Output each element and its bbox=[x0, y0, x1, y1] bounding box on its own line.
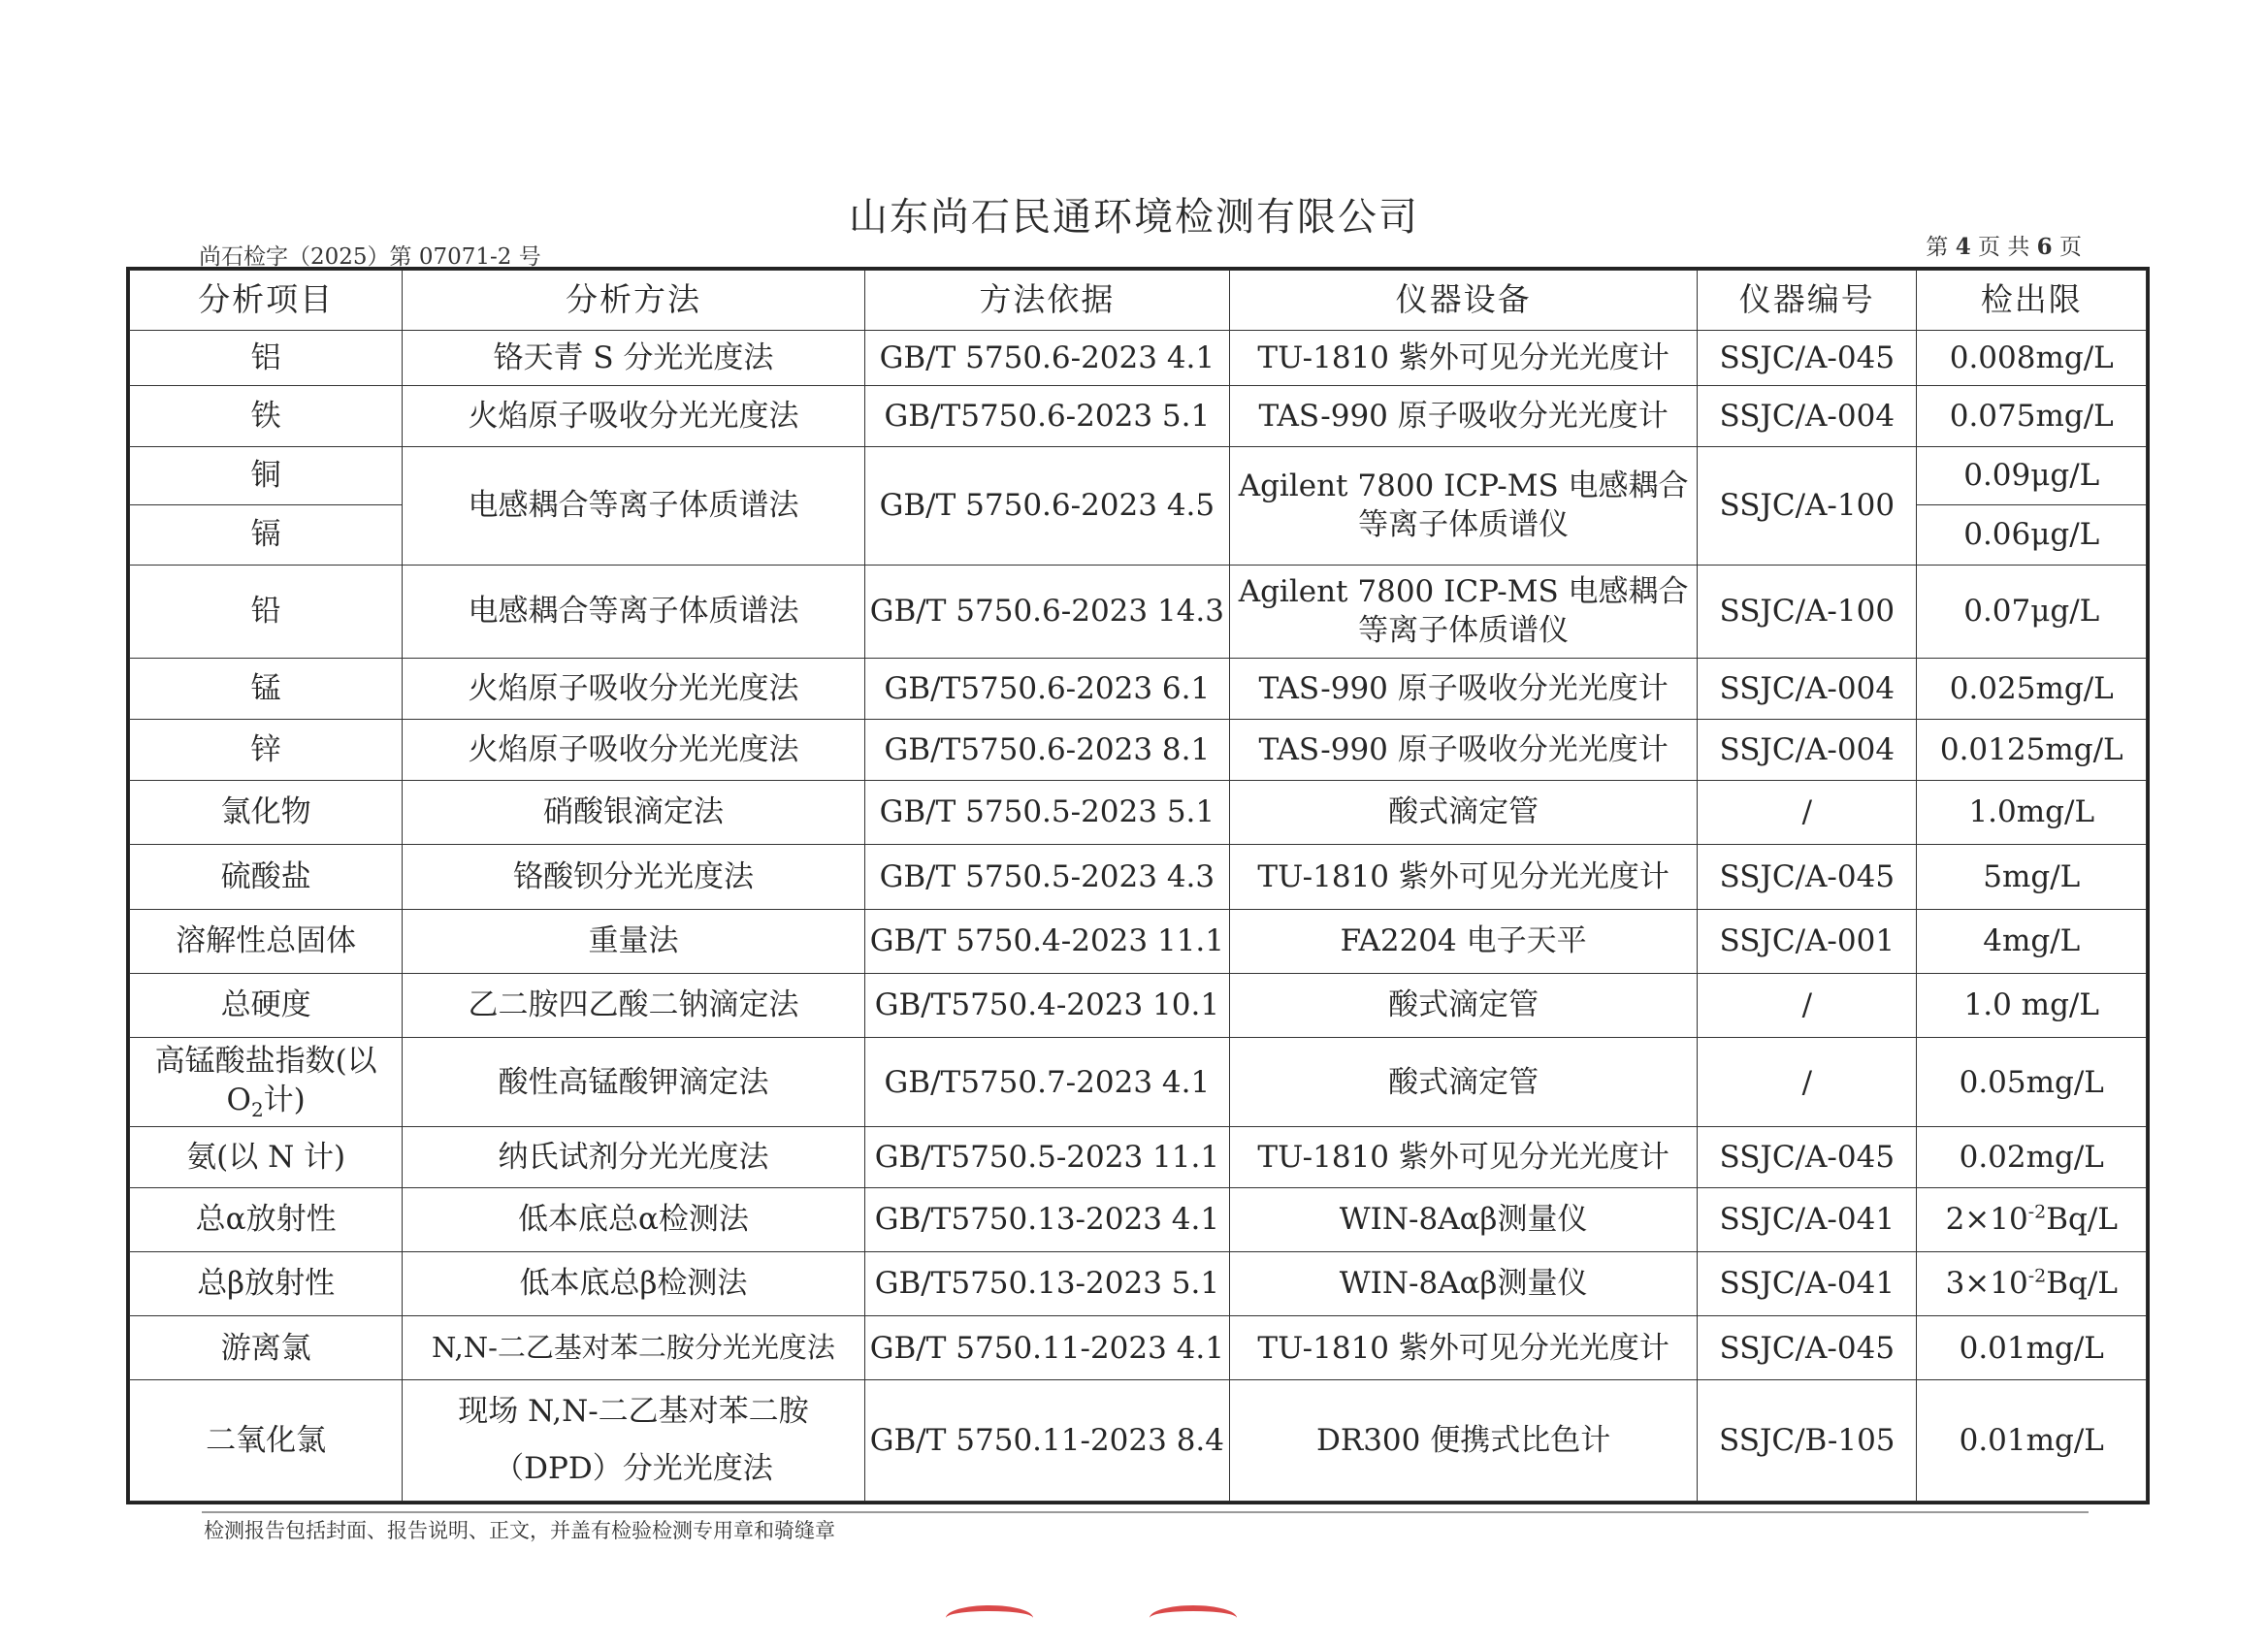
cell-code: SSJC/A-004 bbox=[1698, 658, 1917, 719]
cell-method: 电感耦合等离子体质谱法 bbox=[403, 446, 864, 565]
cell-item: 溶解性总固体 bbox=[130, 909, 403, 973]
page-prefix: 第 bbox=[1926, 235, 1949, 260]
cell-item bbox=[130, 1038, 403, 1127]
cell-limit: 0.07μg/L bbox=[1917, 566, 2147, 658]
cell-limit: 0.01mg/L bbox=[1917, 1380, 2147, 1502]
cell-basis: GB/T5750.6-2023 5.1 bbox=[864, 386, 1230, 446]
table-row bbox=[130, 719, 2147, 780]
cell-method: 铬酸钡分光光度法 bbox=[403, 845, 864, 909]
table-row bbox=[130, 845, 2147, 909]
header-method: 分析方法 bbox=[403, 271, 864, 331]
cell-instrument: WIN-8Aαβ测量仪 bbox=[1230, 1187, 1698, 1251]
cell-method: 乙二胺四乙酸二钠滴定法 bbox=[403, 973, 864, 1037]
header-basis: 方法依据 bbox=[864, 271, 1230, 331]
results-table-frame bbox=[126, 267, 2150, 1504]
table-row bbox=[130, 1127, 2147, 1187]
cell-limit: 0.008mg/L bbox=[1917, 331, 2147, 386]
cell-limit: 0.0125mg/L bbox=[1917, 719, 2147, 780]
cell-instrument: WIN-8Aαβ测量仪 bbox=[1230, 1251, 1698, 1315]
footer-divider bbox=[202, 1511, 2089, 1513]
limit-base: 3×10 bbox=[1945, 1266, 2028, 1302]
cell-code: SSJC/A-045 bbox=[1698, 845, 1917, 909]
cell-basis: GB/T5750.13-2023 5.1 bbox=[864, 1251, 1230, 1315]
page-current: 4 bbox=[1955, 234, 1971, 260]
cell-method: 重量法 bbox=[403, 909, 864, 973]
header-code: 仪器编号 bbox=[1698, 271, 1917, 331]
seal-fragment-right bbox=[1150, 1605, 1237, 1631]
cell-method: 火焰原子吸收分光光度法 bbox=[403, 386, 864, 446]
cell-limit: 1.0mg/L bbox=[1917, 781, 2147, 845]
cell-limit: 1.0 mg/L bbox=[1917, 973, 2147, 1037]
table-row bbox=[130, 331, 2147, 386]
header-item: 分析项目 bbox=[130, 271, 403, 331]
cell-basis: GB/T 5750.11-2023 4.1 bbox=[864, 1316, 1230, 1380]
header-instrument: 仪器设备 bbox=[1230, 271, 1698, 331]
cell-instrument: FA2204 电子天平 bbox=[1230, 909, 1698, 973]
method-line2: （DPD）分光光度法 bbox=[494, 1451, 773, 1487]
limit-exponent: -2 bbox=[2027, 1265, 2047, 1287]
cell-basis: GB/T 5750.6-2023 4.5 bbox=[864, 446, 1230, 565]
cell-item: 锰 bbox=[130, 658, 403, 719]
cell-code: SSJC/A-045 bbox=[1698, 1127, 1917, 1187]
table-row bbox=[130, 386, 2147, 446]
table-row bbox=[130, 909, 2147, 973]
item-o: O bbox=[226, 1083, 251, 1118]
limit-unit: Bq/L bbox=[2046, 1202, 2118, 1238]
report-number: 尚石检字（2025）第 07071-2 号 bbox=[199, 244, 541, 270]
item-line1: 高锰酸盐指数(以 bbox=[154, 1043, 377, 1079]
table-row bbox=[130, 1038, 2147, 1127]
cell-code: SSJC/A-045 bbox=[1698, 331, 1917, 386]
table-header-row bbox=[130, 271, 2147, 331]
limit-base: 2×10 bbox=[1945, 1202, 2028, 1238]
table-row bbox=[130, 658, 2147, 719]
table-row bbox=[130, 781, 2147, 845]
table-row bbox=[130, 1187, 2147, 1251]
cell-basis: GB/T5750.6-2023 8.1 bbox=[864, 719, 1230, 780]
cell-code: SSJC/A-041 bbox=[1698, 1187, 1917, 1251]
cell-code: SSJC/A-004 bbox=[1698, 719, 1917, 780]
cell-basis: GB/T5750.6-2023 6.1 bbox=[864, 658, 1230, 719]
cell-basis: GB/T5750.5-2023 11.1 bbox=[864, 1127, 1230, 1187]
results-table bbox=[129, 270, 2147, 1502]
cell-method: 硝酸银滴定法 bbox=[403, 781, 864, 845]
cell-item: 氨(以 N 计) bbox=[130, 1127, 403, 1187]
cell-limit: 0.06μg/L bbox=[1917, 504, 2147, 565]
limit-unit: Bq/L bbox=[2046, 1266, 2118, 1302]
cell-method: 纳氏试剂分光光度法 bbox=[403, 1127, 864, 1187]
cell-limit: 0.09μg/L bbox=[1917, 446, 2147, 504]
cell-instrument: TAS-990 原子吸收分光光度计 bbox=[1230, 386, 1698, 446]
cell-code: SSJC/A-004 bbox=[1698, 386, 1917, 446]
cell-code: SSJC/A-100 bbox=[1698, 446, 1917, 565]
header-limit: 检出限 bbox=[1917, 271, 2147, 331]
cell-item: 锌 bbox=[130, 719, 403, 780]
page-suffix: 页 bbox=[2059, 235, 2082, 260]
cell-code: SSJC/B-105 bbox=[1698, 1380, 1917, 1502]
cell-instrument: TAS-990 原子吸收分光光度计 bbox=[1230, 658, 1698, 719]
cell-instrument: TU-1810 紫外可见分光光度计 bbox=[1230, 331, 1698, 386]
cell-method: 低本底总β检测法 bbox=[403, 1251, 864, 1315]
table-row bbox=[130, 1316, 2147, 1380]
method-line1: 现场 N,N-二乙基对苯二胺 bbox=[458, 1394, 809, 1430]
cell-method: 酸性高锰酸钾滴定法 bbox=[403, 1038, 864, 1127]
cell-method: 火焰原子吸收分光光度法 bbox=[403, 658, 864, 719]
footer-note: 检测报告包括封面、报告说明、正文，并盖有检验检测专用章和骑缝章 bbox=[204, 1519, 835, 1542]
cell-instrument: 酸式滴定管 bbox=[1230, 781, 1698, 845]
cell-item: 总硬度 bbox=[130, 973, 403, 1037]
cell-instrument: 酸式滴定管 bbox=[1230, 973, 1698, 1037]
cell-basis: GB/T 5750.4-2023 11.1 bbox=[864, 909, 1230, 973]
cell-basis: GB/T 5750.5-2023 5.1 bbox=[864, 781, 1230, 845]
cell-instrument: 酸式滴定管 bbox=[1230, 1038, 1698, 1127]
cell-code: SSJC/A-041 bbox=[1698, 1251, 1917, 1315]
cell-code: SSJC/A-045 bbox=[1698, 1316, 1917, 1380]
cell-method: N,N-二乙基对苯二胺分光光度法 bbox=[403, 1316, 864, 1380]
cell-method: 铬天青 S 分光光度法 bbox=[403, 331, 864, 386]
cell-item: 游离氯 bbox=[130, 1316, 403, 1380]
cell-code: SSJC/A-001 bbox=[1698, 909, 1917, 973]
cell-limit: 0.02mg/L bbox=[1917, 1127, 2147, 1187]
cell-instrument: TU-1810 紫外可见分光光度计 bbox=[1230, 845, 1698, 909]
cell-basis: GB/T 5750.5-2023 4.3 bbox=[864, 845, 1230, 909]
cell-item: 铁 bbox=[130, 386, 403, 446]
cell-basis: GB/T5750.7-2023 4.1 bbox=[864, 1038, 1230, 1127]
cell-instrument: Agilent 7800 ICP-MS 电感耦合等离子体质谱仪 bbox=[1230, 566, 1698, 658]
cell-instrument: TU-1810 紫外可见分光光度计 bbox=[1230, 1316, 1698, 1380]
cell-instrument: TU-1810 紫外可见分光光度计 bbox=[1230, 1127, 1698, 1187]
cell-limit: 0.01mg/L bbox=[1917, 1316, 2147, 1380]
cell-item: 铅 bbox=[130, 566, 403, 658]
cell-method: 火焰原子吸收分光光度法 bbox=[403, 719, 864, 780]
cell-code: / bbox=[1698, 781, 1917, 845]
page-mid: 页 共 bbox=[1978, 235, 2030, 260]
cell-limit: 0.05mg/L bbox=[1917, 1038, 2147, 1127]
limit-exponent: -2 bbox=[2027, 1201, 2047, 1223]
cell-method bbox=[403, 1380, 864, 1502]
table-row bbox=[130, 973, 2147, 1037]
cell-item: 硫酸盐 bbox=[130, 845, 403, 909]
cell-instrument: TAS-990 原子吸收分光光度计 bbox=[1230, 719, 1698, 780]
cell-method: 电感耦合等离子体质谱法 bbox=[403, 566, 864, 658]
cell-item: 铝 bbox=[130, 331, 403, 386]
cell-item: 总α放射性 bbox=[130, 1187, 403, 1251]
item-subscript: 2 bbox=[250, 1098, 264, 1122]
table-row bbox=[130, 566, 2147, 658]
page-indicator bbox=[1926, 229, 2082, 261]
table-row bbox=[130, 446, 2147, 504]
cell-code: SSJC/A-100 bbox=[1698, 566, 1917, 658]
cell-limit: 0.075mg/L bbox=[1917, 386, 2147, 446]
seal-fragment-left bbox=[946, 1605, 1033, 1631]
cell-basis: GB/T 5750.6-2023 4.1 bbox=[864, 331, 1230, 386]
cell-basis: GB/T5750.13-2023 4.1 bbox=[864, 1187, 1230, 1251]
cell-item: 氯化物 bbox=[130, 781, 403, 845]
cell-basis: GB/T 5750.6-2023 14.3 bbox=[864, 566, 1230, 658]
cell-code: / bbox=[1698, 1038, 1917, 1127]
cell-instrument: DR300 便携式比色计 bbox=[1230, 1380, 1698, 1502]
cell-limit: 4mg/L bbox=[1917, 909, 2147, 973]
company-title: 山东尚石民通环境检测有限公司 bbox=[849, 195, 1419, 240]
cell-limit bbox=[1917, 1187, 2147, 1251]
cell-item: 二氧化氯 bbox=[130, 1380, 403, 1502]
item-tail: 计) bbox=[263, 1083, 306, 1118]
cell-basis: GB/T5750.4-2023 10.1 bbox=[864, 973, 1230, 1037]
cell-limit: 5mg/L bbox=[1917, 845, 2147, 909]
table-row bbox=[130, 1251, 2147, 1315]
cell-limit: 0.025mg/L bbox=[1917, 658, 2147, 719]
cell-item: 总β放射性 bbox=[130, 1251, 403, 1315]
page-total: 6 bbox=[2036, 234, 2053, 260]
cell-item: 铜 bbox=[130, 446, 403, 504]
cell-instrument: Agilent 7800 ICP-MS 电感耦合等离子体质谱仪 bbox=[1230, 446, 1698, 565]
cell-item: 镉 bbox=[130, 504, 403, 565]
cell-basis: GB/T 5750.11-2023 8.4 bbox=[864, 1380, 1230, 1502]
cell-method: 低本底总α检测法 bbox=[403, 1187, 864, 1251]
cell-limit bbox=[1917, 1251, 2147, 1315]
cell-code: / bbox=[1698, 973, 1917, 1037]
table-row bbox=[130, 1380, 2147, 1502]
